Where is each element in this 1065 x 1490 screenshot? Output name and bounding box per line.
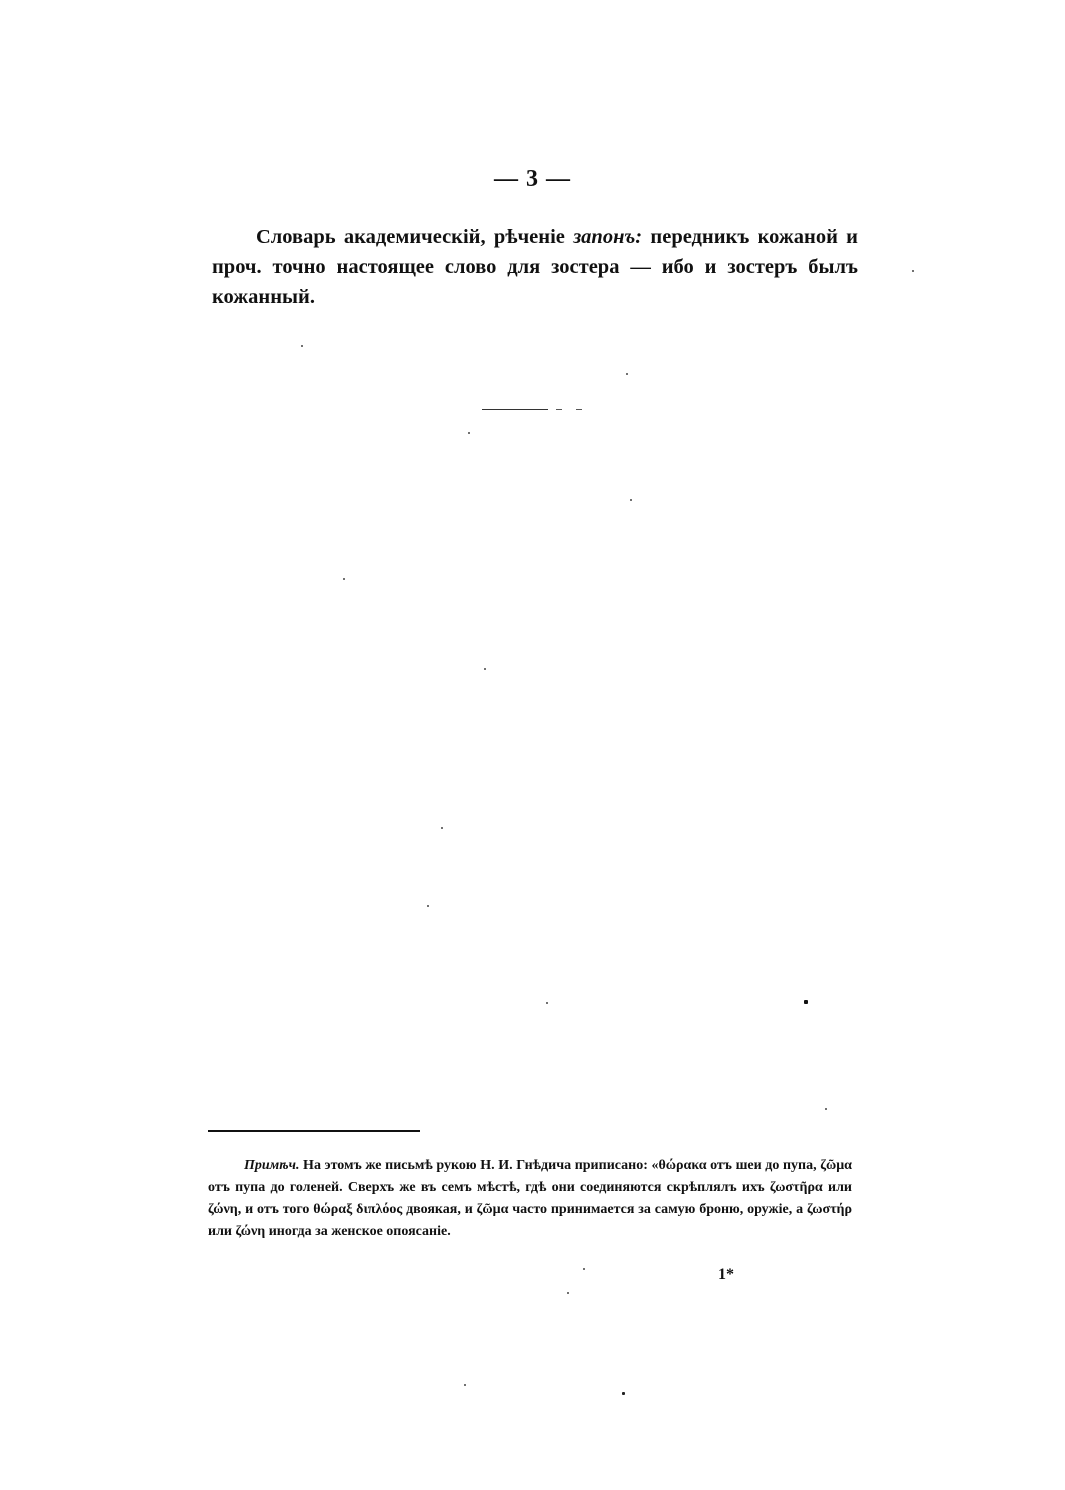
section-divider xyxy=(482,409,548,410)
scan-speck xyxy=(622,1392,625,1395)
footnote-text: На этомъ же письмѣ рукою Н. И. Гнѣдича приписано: «θώρακα отъ шеи до пупа, ζῶμα отъ пупа до голеней. Сверхъ же въ семъ мѣстѣ, гдѣ они соединяются скрѣплялъ ихъ ζωστῆρα или ζώνη, и отъ того θώραξ διπλόος двоякая, и ζῶμα часто принимается за самую броню, оружіе, а ζωστήρ или ζώνη иногда за женское опоясаніе. xyxy=(208,1158,852,1239)
signature-mark: 1* xyxy=(718,1266,734,1283)
scan-speck xyxy=(546,1002,548,1004)
scan-speck xyxy=(626,373,628,375)
main-paragraph xyxy=(212,222,858,312)
scan-speck xyxy=(301,345,303,347)
scan-speck xyxy=(464,1384,466,1386)
scan-speck xyxy=(427,905,429,907)
footnote xyxy=(208,1155,852,1243)
section-divider-dash xyxy=(576,409,582,410)
section-divider-dash xyxy=(556,409,562,410)
scan-speck xyxy=(912,270,914,272)
scan-speck xyxy=(630,499,632,501)
scan-speck xyxy=(804,1000,808,1004)
paragraph-text-start: Словарь академическій, рѣченіе xyxy=(256,226,574,248)
italic-term: запонъ: xyxy=(573,226,643,248)
scan-speck xyxy=(583,1268,585,1270)
scan-speck xyxy=(441,827,443,829)
footnote-separator xyxy=(208,1130,420,1132)
footnote-abbreviation: Примѣч. xyxy=(244,1158,300,1173)
scan-speck xyxy=(825,1108,827,1110)
scan-speck xyxy=(343,578,345,580)
scan-speck xyxy=(567,1292,569,1294)
scan-speck xyxy=(484,668,486,670)
page-number: — 3 — xyxy=(494,166,571,192)
paragraph-text-end: передникъ кожаной и проч. точно настоящее слово для зостера — ибо и зостеръ былъ кожанный. xyxy=(212,226,858,308)
scan-speck xyxy=(468,432,470,434)
